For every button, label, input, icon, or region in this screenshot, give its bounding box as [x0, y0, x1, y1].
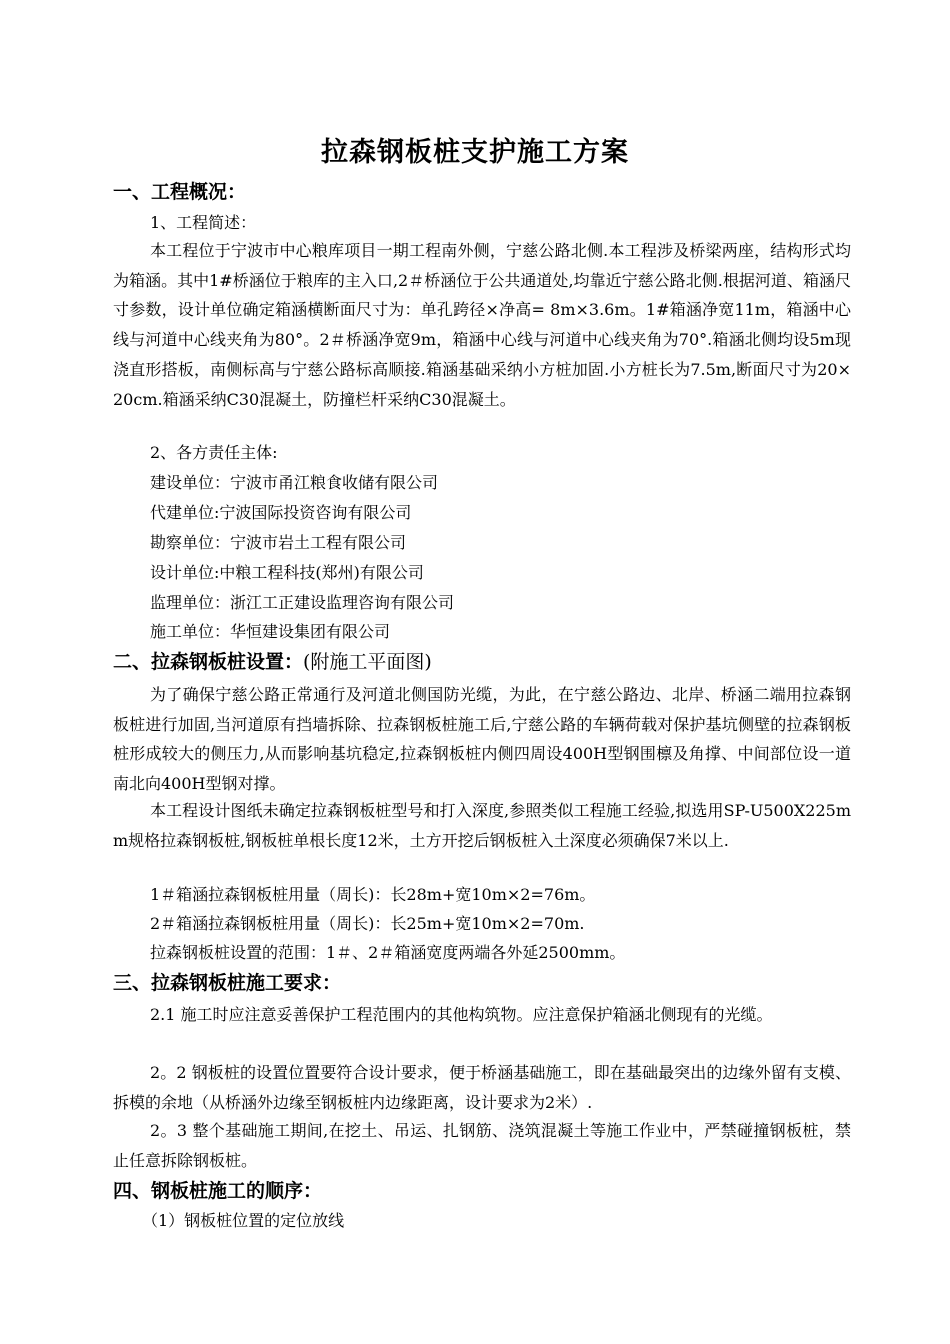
section-4-heading: 四、钢板桩施工的顺序：: [113, 1180, 323, 1202]
section-2-heading: [113, 648, 432, 676]
section-1-paragraph: 本工程位于宁波市中心粮库项目一期工程南外侧，宁慈公路北侧.本工程涉及桥梁两座，结构形式均为箱涵。其中1#桥涵位于粮库的主入口,2＃桥涵位于公共通道处,均靠近宁慈公路北侧.根据河道、箱涵尺寸参数，设计单位确定箱涵横断面尺寸为：单孔跨径×净高= 8m×3.6m。1#箱涵净宽11m，箱涵中心线与河道中心线夹角为80°。2＃桥涵净宽9m，箱涵中心线与河道中心线夹角为70°.箱涵北侧均设5m现浇直形搭板，南侧标高与宁慈公路标高顺接.箱涵基础采纳小方桩加固.小方桩长为7.5m,断面尺寸为20×20cm.箱涵采纳C30混凝土，防撞栏杆采纳C30混凝土。: [113, 241, 851, 409]
party-line: 施工单位：华恒建设集团有限公司: [150, 622, 391, 641]
section-2-heading-main: 二、拉森钢板桩设置：: [113, 651, 304, 673]
document-title: 拉森钢板桩支护施工方案: [321, 137, 629, 168]
section-3-paragraph-1: 2.1 施工时应注意妥善保护工程范围内的其他构筑物。应注意保护箱涵北侧现有的光缆。: [150, 1005, 773, 1024]
party-line: 设计单位:中粮工程科技(郑州)有限公司: [150, 563, 424, 582]
section-1-sub2: 2、各方责任主体:: [150, 443, 278, 462]
section-2-heading-note: (附施工平面图): [303, 651, 432, 673]
section-4-step-1: （1）钢板桩位置的定位放线: [142, 1211, 345, 1230]
party-line: 代建单位:宁波国际投资咨询有限公司: [150, 503, 412, 522]
section-1-heading: 一、工程概况：: [113, 181, 247, 203]
party-line: 建设单位：宁波市甬江粮食收储有限公司: [150, 473, 439, 492]
section-3-paragraph-3: 2。3 整个基础施工期间,在挖土、吊运、扎钢筋、浇筑混凝土等施工作业中，严禁碰撞钢板桩，禁止任意拆除钢板桩。: [113, 1121, 851, 1170]
range-line: 拉森钢板桩设置的范围：1＃、2＃箱涵宽度两端各外延2500mm。: [150, 943, 626, 962]
section-2-paragraph-1: 为了确保宁慈公路正常通行及河道北侧国防光缆，为此，在宁慈公路边、北岸、桥涵二端用拉森钢板桩进行加固,当河道原有挡墙拆除、拉森钢板桩施工后,宁慈公路的车辆荷载对保护基坑侧壁的拉森钢板桩形成较大的侧压力,从而影响基坑稳定,拉森钢板桩内侧四周设400H型钢围檩及角撑、中间部位设一道南北向400H型钢对撑。: [113, 685, 851, 794]
section-2-paragraph-2: 本工程设计图纸未确定拉森钢板桩型号和打入深度,参照类似工程施工经验,拟选用SP-U500X225mm规格拉森钢板桩,钢板桩单根长度12米，土方开挖后钢板桩入土深度必须确保7米以上.: [113, 801, 851, 850]
usage-line-2: 2＃箱涵拉森钢板桩用量（周长)：长25m+宽10m×2=70m.: [150, 914, 585, 933]
party-line: 监理单位：浙江工正建设监理咨询有限公司: [150, 593, 455, 612]
section-3-paragraph-2: 2。2 钢板桩的设置位置要符合设计要求，便于桥涵基础施工，即在基础最突出的边缘外留有支模、拆模的余地（从桥涵外边缘至钢板桩内边缘距离，设计要求为2米）.: [113, 1063, 851, 1112]
section-3-heading: 三、拉森钢板桩施工要求：: [113, 972, 342, 994]
usage-line-1: 1＃箱涵拉森钢板桩用量（周长)：长28m+宽10m×2=76m。: [150, 885, 596, 904]
section-1-sub1: 1、工程简述：: [150, 213, 257, 232]
party-line: 勘察单位：宁波市岩土工程有限公司: [150, 533, 407, 552]
